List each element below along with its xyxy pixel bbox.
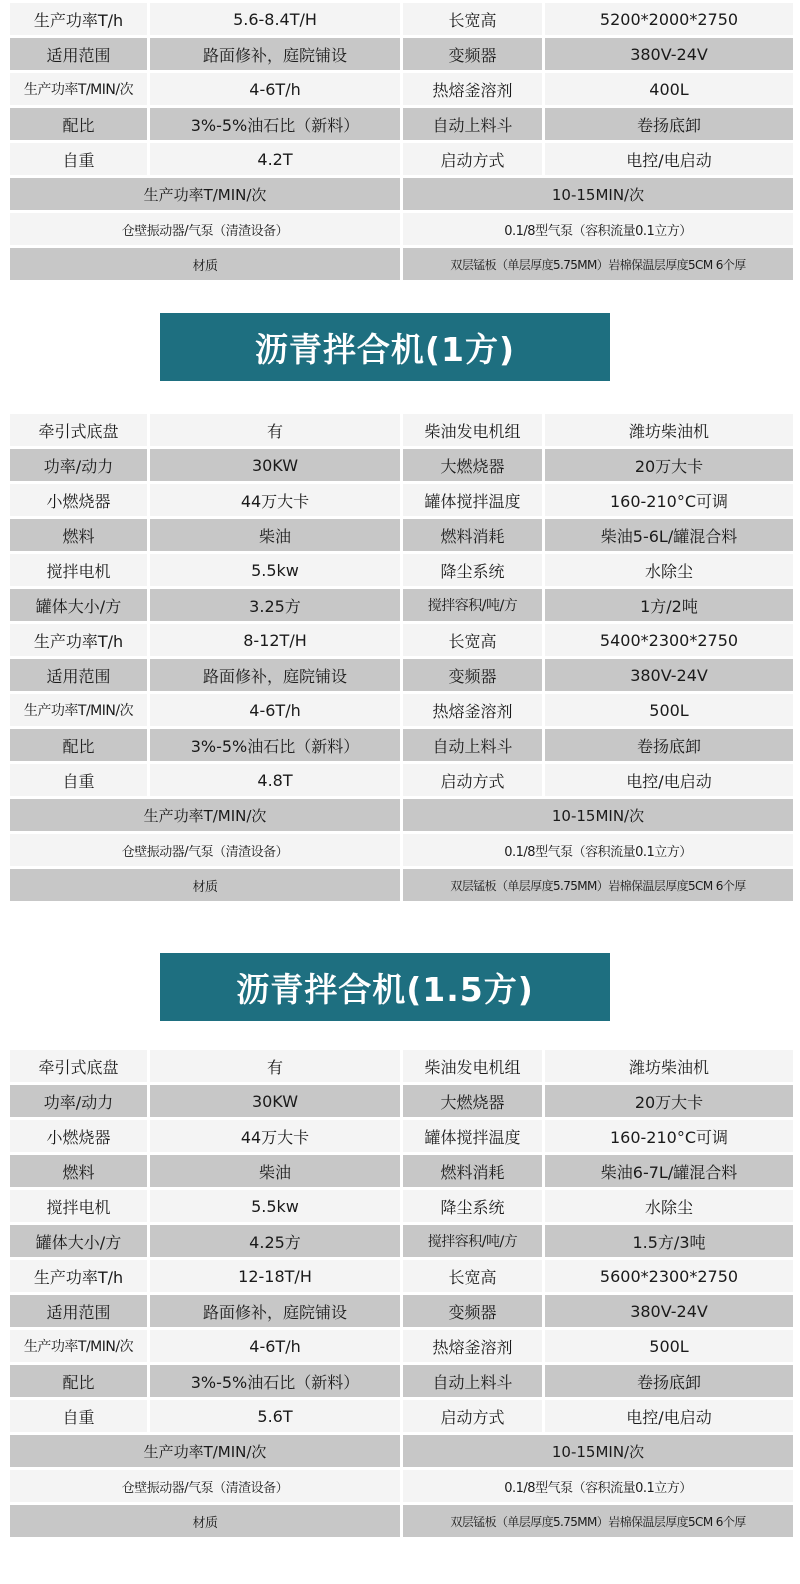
spec-value: 160-210°C可调 — [544, 483, 795, 518]
spec-value: 柴油 — [149, 1154, 402, 1189]
table-row — [9, 1294, 795, 1329]
table-row — [9, 588, 795, 623]
spec-label: 仓壁振动器/气泵（清渣设备） — [9, 212, 402, 247]
table-row — [9, 833, 795, 868]
spec-label: 自重 — [9, 763, 149, 798]
section-title-banner: 沥青拌合机(1方) — [160, 313, 610, 381]
table-row — [9, 553, 795, 588]
spec-value: 8-12T/H — [149, 623, 402, 658]
spec-value: 4-6T/h — [149, 1329, 402, 1364]
spec-label: 仓壁振动器/气泵（清渣设备） — [9, 833, 402, 868]
table-row — [9, 1119, 795, 1154]
spec-label: 生产功率T/MIN/次 — [9, 72, 149, 107]
spec-value: 380V-24V — [544, 658, 795, 693]
spec-label: 长宽高 — [402, 1259, 544, 1294]
table-row — [9, 1504, 795, 1539]
spec-value: 30KW — [149, 448, 402, 483]
table-row — [9, 1434, 795, 1469]
spec-value: 双层锰板（单层厚度5.75MM）岩棉保温层厚度5CM 6个厚 — [402, 868, 795, 903]
spec-label: 搅拌容积/吨/方 — [402, 588, 544, 623]
spec-value: 4.2T — [149, 142, 402, 177]
table-row — [9, 1084, 795, 1119]
table-row — [9, 518, 795, 553]
spec-value: 5600*2300*2750 — [544, 1259, 795, 1294]
spec-label: 配比 — [9, 728, 149, 763]
spec-label: 长宽高 — [402, 2, 544, 37]
table-row — [9, 212, 795, 247]
spec-label: 适用范围 — [9, 1294, 149, 1329]
spec-label: 材质 — [9, 1504, 402, 1539]
spec-label: 生产功率T/h — [9, 2, 149, 37]
spec-value: 柴油6-7L/罐混合料 — [544, 1154, 795, 1189]
spec-value: 3%-5%油石比（新料） — [149, 728, 402, 763]
spec-value: 3.25方 — [149, 588, 402, 623]
spec-value: 44万大卡 — [149, 483, 402, 518]
spec-label: 燃料消耗 — [402, 1154, 544, 1189]
spec-label: 自重 — [9, 142, 149, 177]
table-row — [9, 107, 795, 142]
spec-label: 搅拌电机 — [9, 1189, 149, 1224]
spec-label: 生产功率T/MIN/次 — [9, 1434, 402, 1469]
spec-value: 5.5kw — [149, 1189, 402, 1224]
table-row — [9, 1049, 795, 1084]
spec-value: 双层锰板（单层厚度5.75MM）岩棉保温层厚度5CM 6个厚 — [402, 1504, 795, 1539]
spec-value: 5.6-8.4T/H — [149, 2, 402, 37]
spec-value: 潍坊柴油机 — [544, 413, 795, 448]
spec-value: 10-15MIN/次 — [402, 798, 795, 833]
spec-value: 4.8T — [149, 763, 402, 798]
table-row — [9, 1259, 795, 1294]
spec-value: 20万大卡 — [544, 1084, 795, 1119]
spec-value: 路面修补，庭院铺设 — [149, 37, 402, 72]
table-row — [9, 658, 795, 693]
spec-value: 160-210°C可调 — [544, 1119, 795, 1154]
spec-value: 380V-24V — [544, 1294, 795, 1329]
spec-label: 生产功率T/MIN/次 — [9, 177, 402, 212]
table-row — [9, 1364, 795, 1399]
spec-value: 5.6T — [149, 1399, 402, 1434]
table-row — [9, 177, 795, 212]
spec-value: 30KW — [149, 1084, 402, 1119]
spec-label: 配比 — [9, 107, 149, 142]
spec-value: 44万大卡 — [149, 1119, 402, 1154]
table-row — [9, 72, 795, 107]
table-row — [9, 142, 795, 177]
spec-value: 水除尘 — [544, 553, 795, 588]
table-row — [9, 1399, 795, 1434]
spec-value: 0.1/8型气泵（容积流量0.1立方） — [402, 1469, 795, 1504]
spec-value: 5400*2300*2750 — [544, 623, 795, 658]
spec-label: 牵引式底盘 — [9, 1049, 149, 1084]
spec-label: 启动方式 — [402, 142, 544, 177]
spec-table-1-5-fang — [7, 1047, 796, 1540]
table-row — [9, 37, 795, 72]
spec-label: 生产功率T/h — [9, 623, 149, 658]
spec-label: 燃料消耗 — [402, 518, 544, 553]
spec-table-top — [7, 0, 796, 283]
spec-label: 柴油发电机组 — [402, 1049, 544, 1084]
spec-label: 变频器 — [402, 37, 544, 72]
table-row — [9, 448, 795, 483]
spec-value: 1方/2吨 — [544, 588, 795, 623]
spec-label: 热熔釜溶剂 — [402, 72, 544, 107]
spec-value: 380V-24V — [544, 37, 795, 72]
spec-label: 罐体搅拌温度 — [402, 483, 544, 518]
spec-label: 变频器 — [402, 658, 544, 693]
spec-label: 大燃烧器 — [402, 1084, 544, 1119]
spec-label: 适用范围 — [9, 658, 149, 693]
spec-value: 0.1/8型气泵（容积流量0.1立方） — [402, 212, 795, 247]
spec-value: 500L — [544, 1329, 795, 1364]
table-row — [9, 413, 795, 448]
table-row — [9, 1329, 795, 1364]
spec-label: 小燃烧器 — [9, 483, 149, 518]
spec-label: 生产功率T/MIN/次 — [9, 1329, 149, 1364]
spec-value: 3%-5%油石比（新料） — [149, 107, 402, 142]
spec-label: 大燃烧器 — [402, 448, 544, 483]
spec-label: 罐体大小/方 — [9, 1224, 149, 1259]
spec-value: 10-15MIN/次 — [402, 177, 795, 212]
spec-label: 生产功率T/h — [9, 1259, 149, 1294]
spec-value: 400L — [544, 72, 795, 107]
table-row — [9, 728, 795, 763]
spec-label: 降尘系统 — [402, 1189, 544, 1224]
spec-value: 双层锰板（单层厚度5.75MM）岩棉保温层厚度5CM 6个厚 — [402, 247, 795, 282]
spec-label: 柴油发电机组 — [402, 413, 544, 448]
spec-label: 启动方式 — [402, 763, 544, 798]
spec-label: 牵引式底盘 — [9, 413, 149, 448]
spec-label: 燃料 — [9, 1154, 149, 1189]
spec-value: 卷扬底卸 — [544, 728, 795, 763]
spec-label: 适用范围 — [9, 37, 149, 72]
spec-label: 自动上料斗 — [402, 1364, 544, 1399]
table-row — [9, 2, 795, 37]
spec-value: 卷扬底卸 — [544, 107, 795, 142]
spec-label: 生产功率T/MIN/次 — [9, 693, 149, 728]
spec-value: 5.5kw — [149, 553, 402, 588]
spec-value: 500L — [544, 693, 795, 728]
spec-label: 降尘系统 — [402, 553, 544, 588]
spec-label: 变频器 — [402, 1294, 544, 1329]
section-title-banner: 沥青拌合机(1.5方) — [160, 953, 610, 1021]
table-row — [9, 1154, 795, 1189]
spec-value: 电控/电启动 — [544, 763, 795, 798]
table-row — [9, 1469, 795, 1504]
spec-value: 12-18T/H — [149, 1259, 402, 1294]
spec-value: 4-6T/h — [149, 693, 402, 728]
spec-label: 长宽高 — [402, 623, 544, 658]
spec-label: 搅拌容积/吨/方 — [402, 1224, 544, 1259]
table-row — [9, 1189, 795, 1224]
spec-label: 生产功率T/MIN/次 — [9, 798, 402, 833]
table-row — [9, 868, 795, 903]
spec-label: 启动方式 — [402, 1399, 544, 1434]
spec-value: 有 — [149, 413, 402, 448]
spec-value: 水除尘 — [544, 1189, 795, 1224]
table-row — [9, 483, 795, 518]
spec-value: 电控/电启动 — [544, 1399, 795, 1434]
spec-value: 电控/电启动 — [544, 142, 795, 177]
spec-value: 卷扬底卸 — [544, 1364, 795, 1399]
spec-value: 10-15MIN/次 — [402, 1434, 795, 1469]
spec-value: 20万大卡 — [544, 448, 795, 483]
spec-label: 罐体大小/方 — [9, 588, 149, 623]
spec-value: 路面修补，庭院铺设 — [149, 658, 402, 693]
spec-value: 4-6T/h — [149, 72, 402, 107]
spec-label: 功率/动力 — [9, 448, 149, 483]
spec-label: 热熔釜溶剂 — [402, 1329, 544, 1364]
spec-label: 仓壁振动器/气泵（清渣设备） — [9, 1469, 402, 1504]
spec-label: 自动上料斗 — [402, 107, 544, 142]
spec-value: 0.1/8型气泵（容积流量0.1立方） — [402, 833, 795, 868]
spec-label: 罐体搅拌温度 — [402, 1119, 544, 1154]
spec-value: 4.25方 — [149, 1224, 402, 1259]
spec-value: 路面修补，庭院铺设 — [149, 1294, 402, 1329]
spec-value: 3%-5%油石比（新料） — [149, 1364, 402, 1399]
spec-label: 材质 — [9, 247, 402, 282]
spec-label: 自重 — [9, 1399, 149, 1434]
spec-label: 燃料 — [9, 518, 149, 553]
spec-label: 自动上料斗 — [402, 728, 544, 763]
spec-label: 功率/动力 — [9, 1084, 149, 1119]
spec-value: 柴油 — [149, 518, 402, 553]
spec-label: 热熔釜溶剂 — [402, 693, 544, 728]
spec-label: 小燃烧器 — [9, 1119, 149, 1154]
spec-label: 搅拌电机 — [9, 553, 149, 588]
spec-value: 1.5方/3吨 — [544, 1224, 795, 1259]
spec-value: 5200*2000*2750 — [544, 2, 795, 37]
table-row — [9, 763, 795, 798]
spec-table-1-fang — [7, 411, 796, 904]
table-row — [9, 247, 795, 282]
spec-value: 潍坊柴油机 — [544, 1049, 795, 1084]
table-row — [9, 693, 795, 728]
table-row — [9, 623, 795, 658]
spec-value: 柴油5-6L/罐混合料 — [544, 518, 795, 553]
spec-label: 配比 — [9, 1364, 149, 1399]
table-row — [9, 1224, 795, 1259]
spec-label: 材质 — [9, 868, 402, 903]
table-row — [9, 798, 795, 833]
spec-value: 有 — [149, 1049, 402, 1084]
